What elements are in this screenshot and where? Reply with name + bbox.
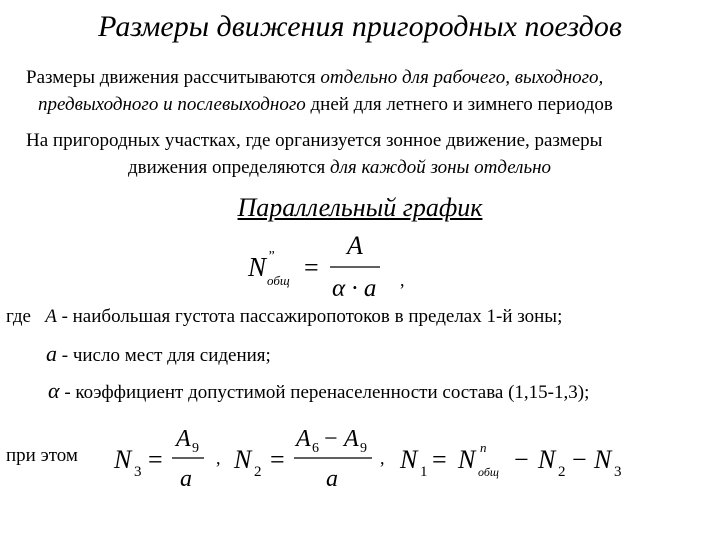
para2-line2-normal: движения определяются — [128, 157, 331, 178]
def-alpha-symbol: α — [48, 378, 60, 403]
formula-main-eq: = — [304, 253, 319, 282]
formula-main-lhs: N — [248, 252, 267, 282]
slide-title: Размеры движения пригородных поездов — [98, 10, 622, 43]
n2-eq: = — [270, 445, 285, 474]
n1-eq: = — [432, 445, 447, 474]
n1-minus-2: − — [572, 445, 587, 474]
n2-num-b-sub: 9 — [360, 441, 367, 456]
para2-line2-italic: для каждой зоны отдельно — [330, 157, 552, 178]
n1-term3-sub: 3 — [614, 464, 622, 480]
para1-line1 — [26, 67, 603, 89]
para1-line1-normal: Размеры движения рассчитываются — [26, 67, 321, 88]
para1-line2-italic: предвыходного и послевыходного — [38, 94, 306, 115]
para2-line1: На пригородных участках, где организуется зонное движение, размеры — [26, 130, 603, 151]
section-heading: Параллельный график — [237, 193, 483, 222]
n1-term2-sub: 2 — [558, 464, 566, 480]
n2-num-b: A — [344, 426, 359, 452]
para2-line2 — [128, 157, 551, 179]
n3-comma: , — [216, 448, 221, 468]
n2-den: a — [326, 466, 338, 492]
n1-lhs: N — [400, 445, 418, 474]
def-line-A — [6, 306, 562, 328]
n3-eq: = — [148, 445, 163, 474]
n3-num: A — [176, 426, 191, 452]
para1-line1-italic: отдельно для рабочего, выходного, — [320, 67, 604, 88]
n1-rhs-sub: общ — [478, 465, 499, 479]
formula-main-comma: , — [400, 270, 405, 290]
formula-main — [230, 230, 430, 302]
n3-lhs: N — [114, 445, 132, 474]
def-a-text: - число мест для сидения; — [61, 345, 271, 366]
n2-num-a-sub: 6 — [312, 441, 319, 456]
def-a-symbol: a — [46, 341, 57, 366]
para1-line2 — [38, 94, 613, 116]
n3-num-sub: 9 — [192, 441, 199, 456]
def-line-alpha — [48, 378, 589, 404]
def-line-a — [46, 341, 271, 367]
n3-den: a — [180, 466, 192, 492]
def-where: где — [6, 306, 31, 327]
formula-main-denominator: α · a — [332, 275, 377, 302]
n2-lhs-sub: 2 — [254, 464, 262, 480]
n1-minus-1: − — [514, 445, 529, 474]
def-alpha-text: - коэффициент допустимой перенаселенности состава (1,15-1,3); — [64, 382, 590, 403]
def-A-text: - наибольшая густота пассажиропотоков в пределах 1-й зоны; — [61, 306, 563, 327]
n1-term3: N — [594, 445, 612, 474]
n3-lhs-sub: 3 — [134, 464, 142, 480]
formula-bottom — [110, 420, 710, 495]
formula-main-lhs-sup: ” — [267, 249, 275, 264]
n2-num-a: A — [296, 426, 311, 452]
n1-rhs: N — [458, 445, 476, 474]
formula-main-lhs-sub: общ — [267, 273, 290, 288]
n1-term2: N — [538, 445, 556, 474]
n2-comma: , — [380, 448, 385, 468]
n2-lhs: N — [234, 445, 252, 474]
formula-main-numerator: A — [347, 231, 363, 260]
n2-num-minus: − — [324, 426, 338, 452]
n1-lhs-sub: 1 — [420, 464, 428, 480]
def-A-symbol: A — [45, 306, 57, 327]
para1-line2-normal: дней для летнего и зимнего периодов — [305, 94, 613, 115]
n1-rhs-sup: n — [480, 440, 487, 455]
pri-etom-label: при этом — [6, 445, 78, 466]
